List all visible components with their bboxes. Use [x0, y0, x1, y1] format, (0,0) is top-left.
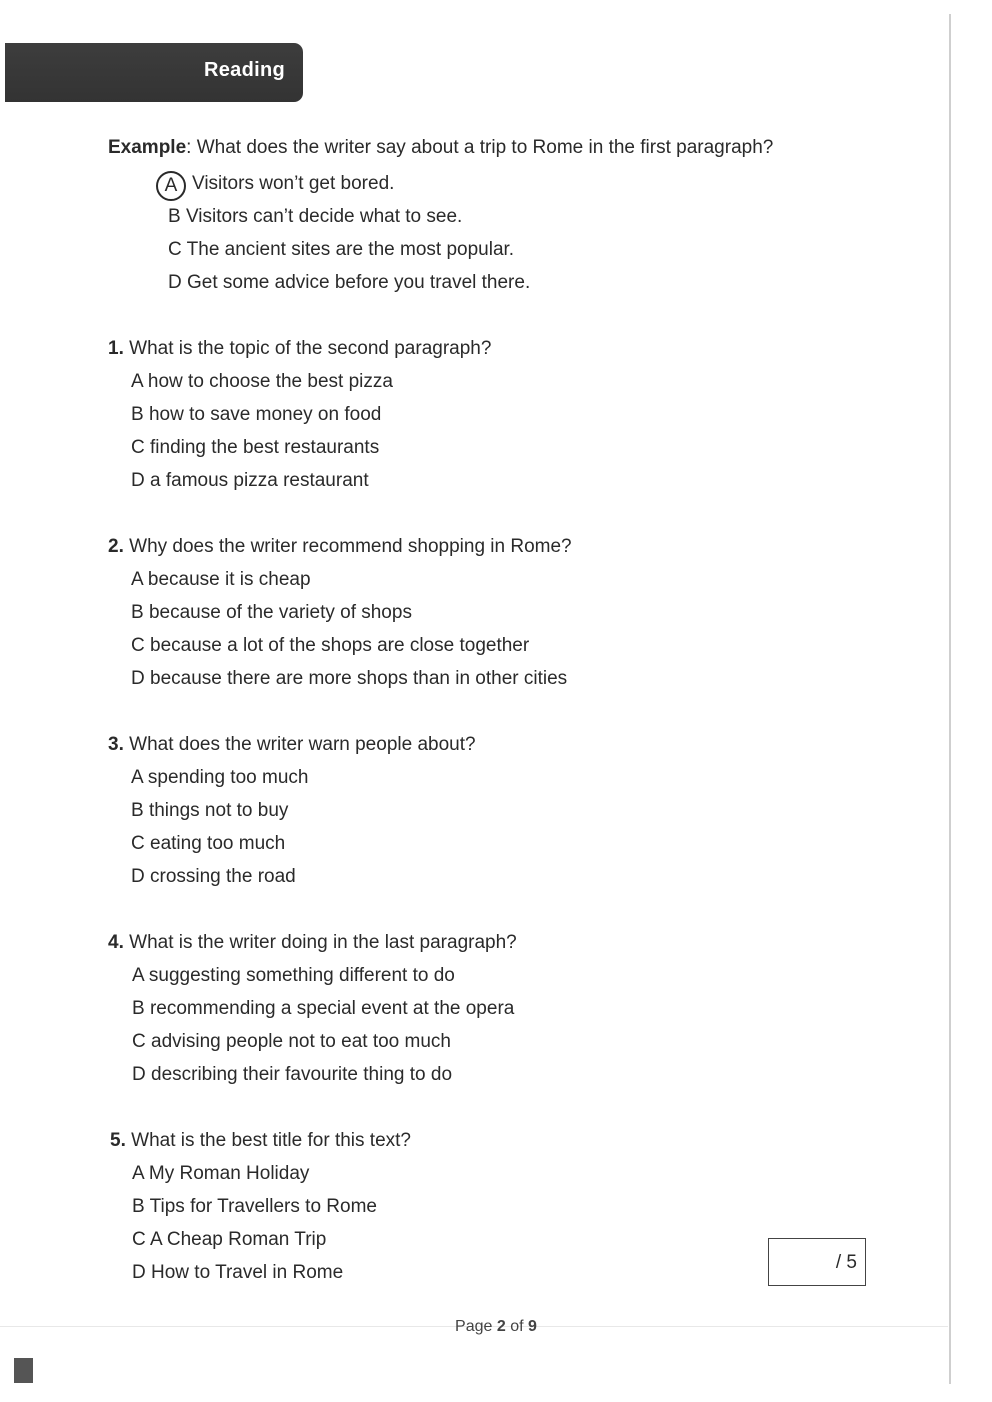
question-number: 2. — [108, 536, 124, 557]
example-question: Example: What does the writer say about a trip to Rome in the first paragraph? — [108, 137, 774, 158]
section-title: Reading — [204, 59, 285, 81]
question-4 — [108, 931, 517, 955]
page-number — [0, 1318, 992, 1336]
q2-option-d: D because there are more shops than in other cities — [131, 668, 568, 689]
question-number: 3. — [108, 734, 124, 755]
q5-option-c: C A Cheap Roman Trip — [132, 1229, 327, 1250]
question-2 — [108, 535, 572, 559]
example-question-text: What does the writer say about a trip to Rome in the first paragraph? — [196, 137, 774, 158]
q5-option-d: D How to Travel in Rome — [132, 1262, 344, 1283]
q2-option-c: C because a lot of the shops are close together — [131, 635, 530, 656]
example-answer-circle: A — [156, 171, 186, 201]
question-number: 5. — [110, 1130, 126, 1151]
q3-option-c: C eating too much — [131, 833, 286, 854]
question-5 — [110, 1129, 411, 1153]
q1-option-c: C finding the best restaurants — [131, 437, 380, 458]
q3-option-a: A spending too much — [131, 767, 309, 788]
right-margin-rule — [949, 14, 951, 1384]
q5-option-b: B Tips for Travellers to Rome — [132, 1196, 377, 1217]
example-option-a: Visitors won’t get bored. — [192, 173, 395, 194]
question-3 — [108, 733, 476, 757]
q4-option-b: B recommending a special event at the opera — [132, 998, 515, 1019]
page-prefix: Page — [455, 1318, 493, 1335]
q4-option-c: C advising people not to eat too much — [132, 1031, 451, 1052]
q4-option-a: A suggesting something different to do — [132, 965, 455, 986]
q1-option-a: A how to choose the best pizza — [131, 371, 393, 392]
q1-option-b: B how to save money on food — [131, 404, 382, 425]
question-text: What is the best title for this text? — [131, 1130, 411, 1151]
corner-registration-mark — [14, 1358, 33, 1383]
q4-option-d: D describing their favourite thing to do — [132, 1064, 453, 1085]
question-text: Why does the writer recommend shopping in Rome? — [129, 536, 572, 557]
q3-option-d: D crossing the road — [131, 866, 296, 887]
page-current: 2 — [496, 1318, 506, 1335]
question-text: What does the writer warn people about? — [129, 734, 476, 755]
q5-option-a: A My Roman Holiday — [132, 1163, 310, 1184]
score-label: / 5 — [835, 1252, 857, 1273]
page-of: of — [510, 1318, 524, 1335]
score-box — [768, 1238, 866, 1286]
q3-option-b: B things not to buy — [131, 800, 289, 821]
question-1 — [108, 337, 491, 361]
example-option-b: B Visitors can’t decide what to see. — [168, 206, 463, 227]
page-total: 9 — [528, 1318, 537, 1335]
example-label: Example — [108, 137, 187, 158]
question-number: 4. — [108, 932, 124, 953]
section-header-tab — [5, 43, 303, 102]
question-number: 1. — [108, 338, 124, 359]
example-option-c: C The ancient sites are the most popular. — [168, 239, 515, 260]
question-text: What is the topic of the second paragraph? — [129, 338, 492, 359]
q1-option-d: D a famous pizza restaurant — [131, 470, 369, 491]
example-option-d: D Get some advice before you travel there. — [168, 272, 531, 293]
q2-option-a: A because it is cheap — [131, 569, 311, 590]
question-text: What is the writer doing in the last paragraph? — [129, 932, 517, 953]
q2-option-b: B because of the variety of shops — [131, 602, 412, 623]
